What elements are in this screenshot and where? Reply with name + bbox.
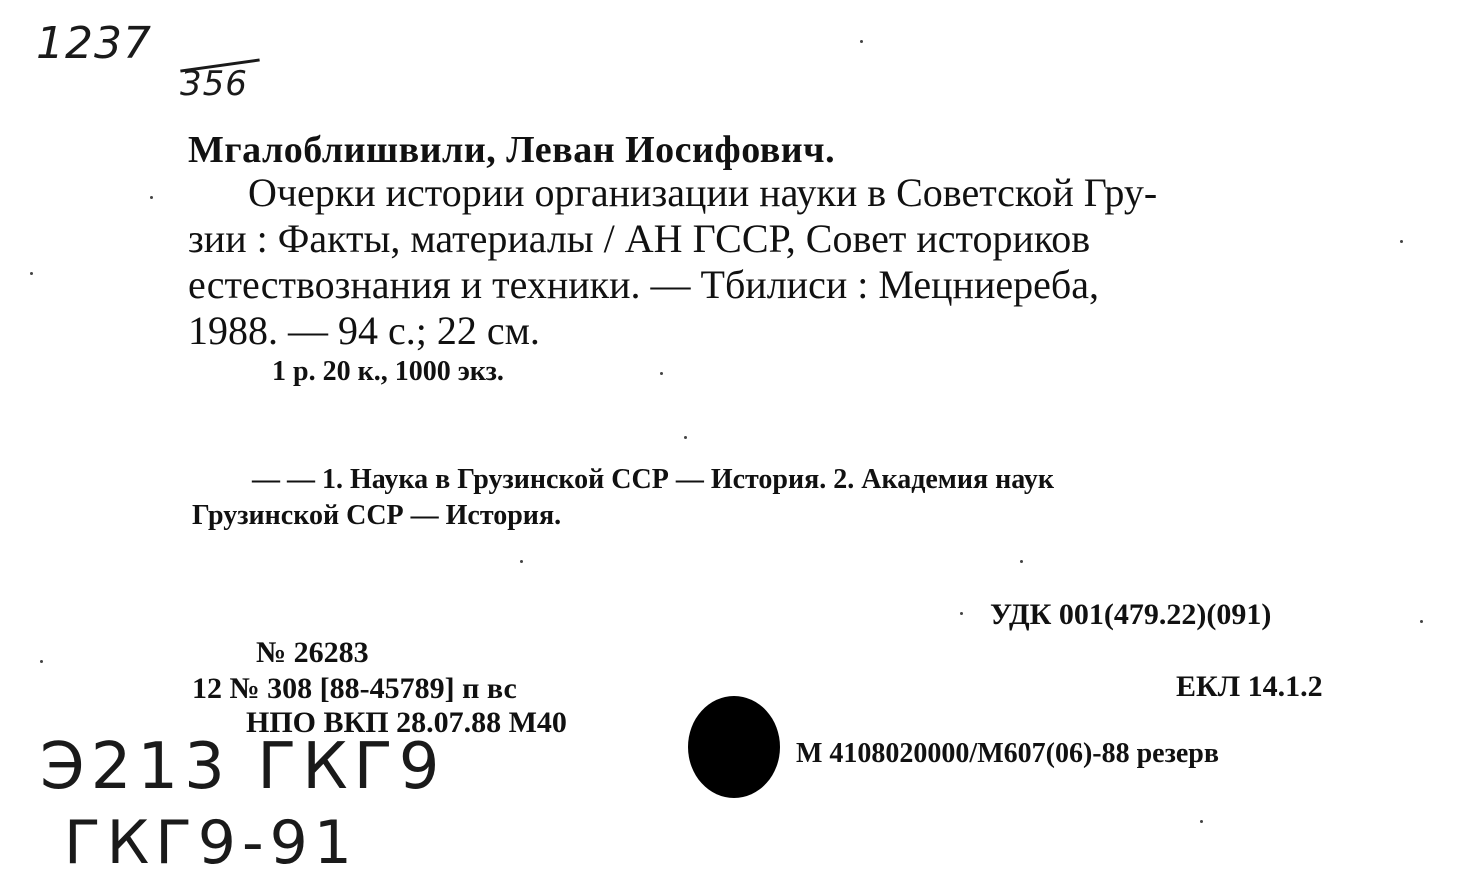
title-description [188, 170, 1348, 354]
handwritten-stamp-line2: ГКГ9-91 [64, 808, 358, 878]
scan-speck [1020, 560, 1023, 563]
ekl-code: ЕКЛ 14.1.2 [1176, 670, 1323, 703]
scan-speck [150, 196, 153, 199]
scan-speck [1420, 620, 1423, 623]
scan-speck [1400, 240, 1403, 243]
scan-speck [1200, 820, 1203, 823]
scan-speck [684, 436, 687, 439]
scan-speck [860, 40, 863, 43]
title-line: естествознания и техники. — Тбилиси : Мецниереба, [188, 262, 1099, 307]
publisher-marks: М 4108020000/М607(06)-88 резерв [796, 738, 1219, 769]
title-line: 1988. — 94 с.; 22 см. [188, 308, 540, 353]
scan-speck [40, 660, 43, 663]
handwritten-stamp-line1: Э213 ГКГ9 [40, 730, 446, 804]
scan-speck [520, 560, 523, 563]
title-line: Очерки истории организации науки в Советской Гру- [248, 170, 1158, 215]
author-heading: Мгалоблишвили, Леван Иосифович. [188, 129, 836, 171]
card-number: 12 № 308 [88-45789] п вс [192, 672, 517, 705]
subject-headings [192, 462, 1356, 534]
title-line: зии : Факты, материалы / АН ГССР, Совет историков [188, 216, 1091, 261]
shelfmark-number: 1237 [36, 18, 152, 69]
punch-hole [688, 696, 780, 798]
npo-line: НПО ВКП 28.07.88 М40 [246, 706, 567, 739]
udk-code: УДК 001(479.22)(091) [990, 598, 1272, 631]
record-number: № 26283 [256, 636, 369, 669]
scan-speck [30, 272, 33, 275]
shelfmark-sub: 356 [180, 64, 248, 104]
scan-speck [660, 372, 663, 375]
subject-line: — — 1. Наука в Грузинской ССР — История. 2. Академия наук [252, 464, 1054, 495]
subject-line: Грузинской ССР — История. [192, 500, 562, 531]
scan-speck [960, 612, 963, 615]
price-line: 1 р. 20 к., 1000 экз. [272, 356, 504, 387]
